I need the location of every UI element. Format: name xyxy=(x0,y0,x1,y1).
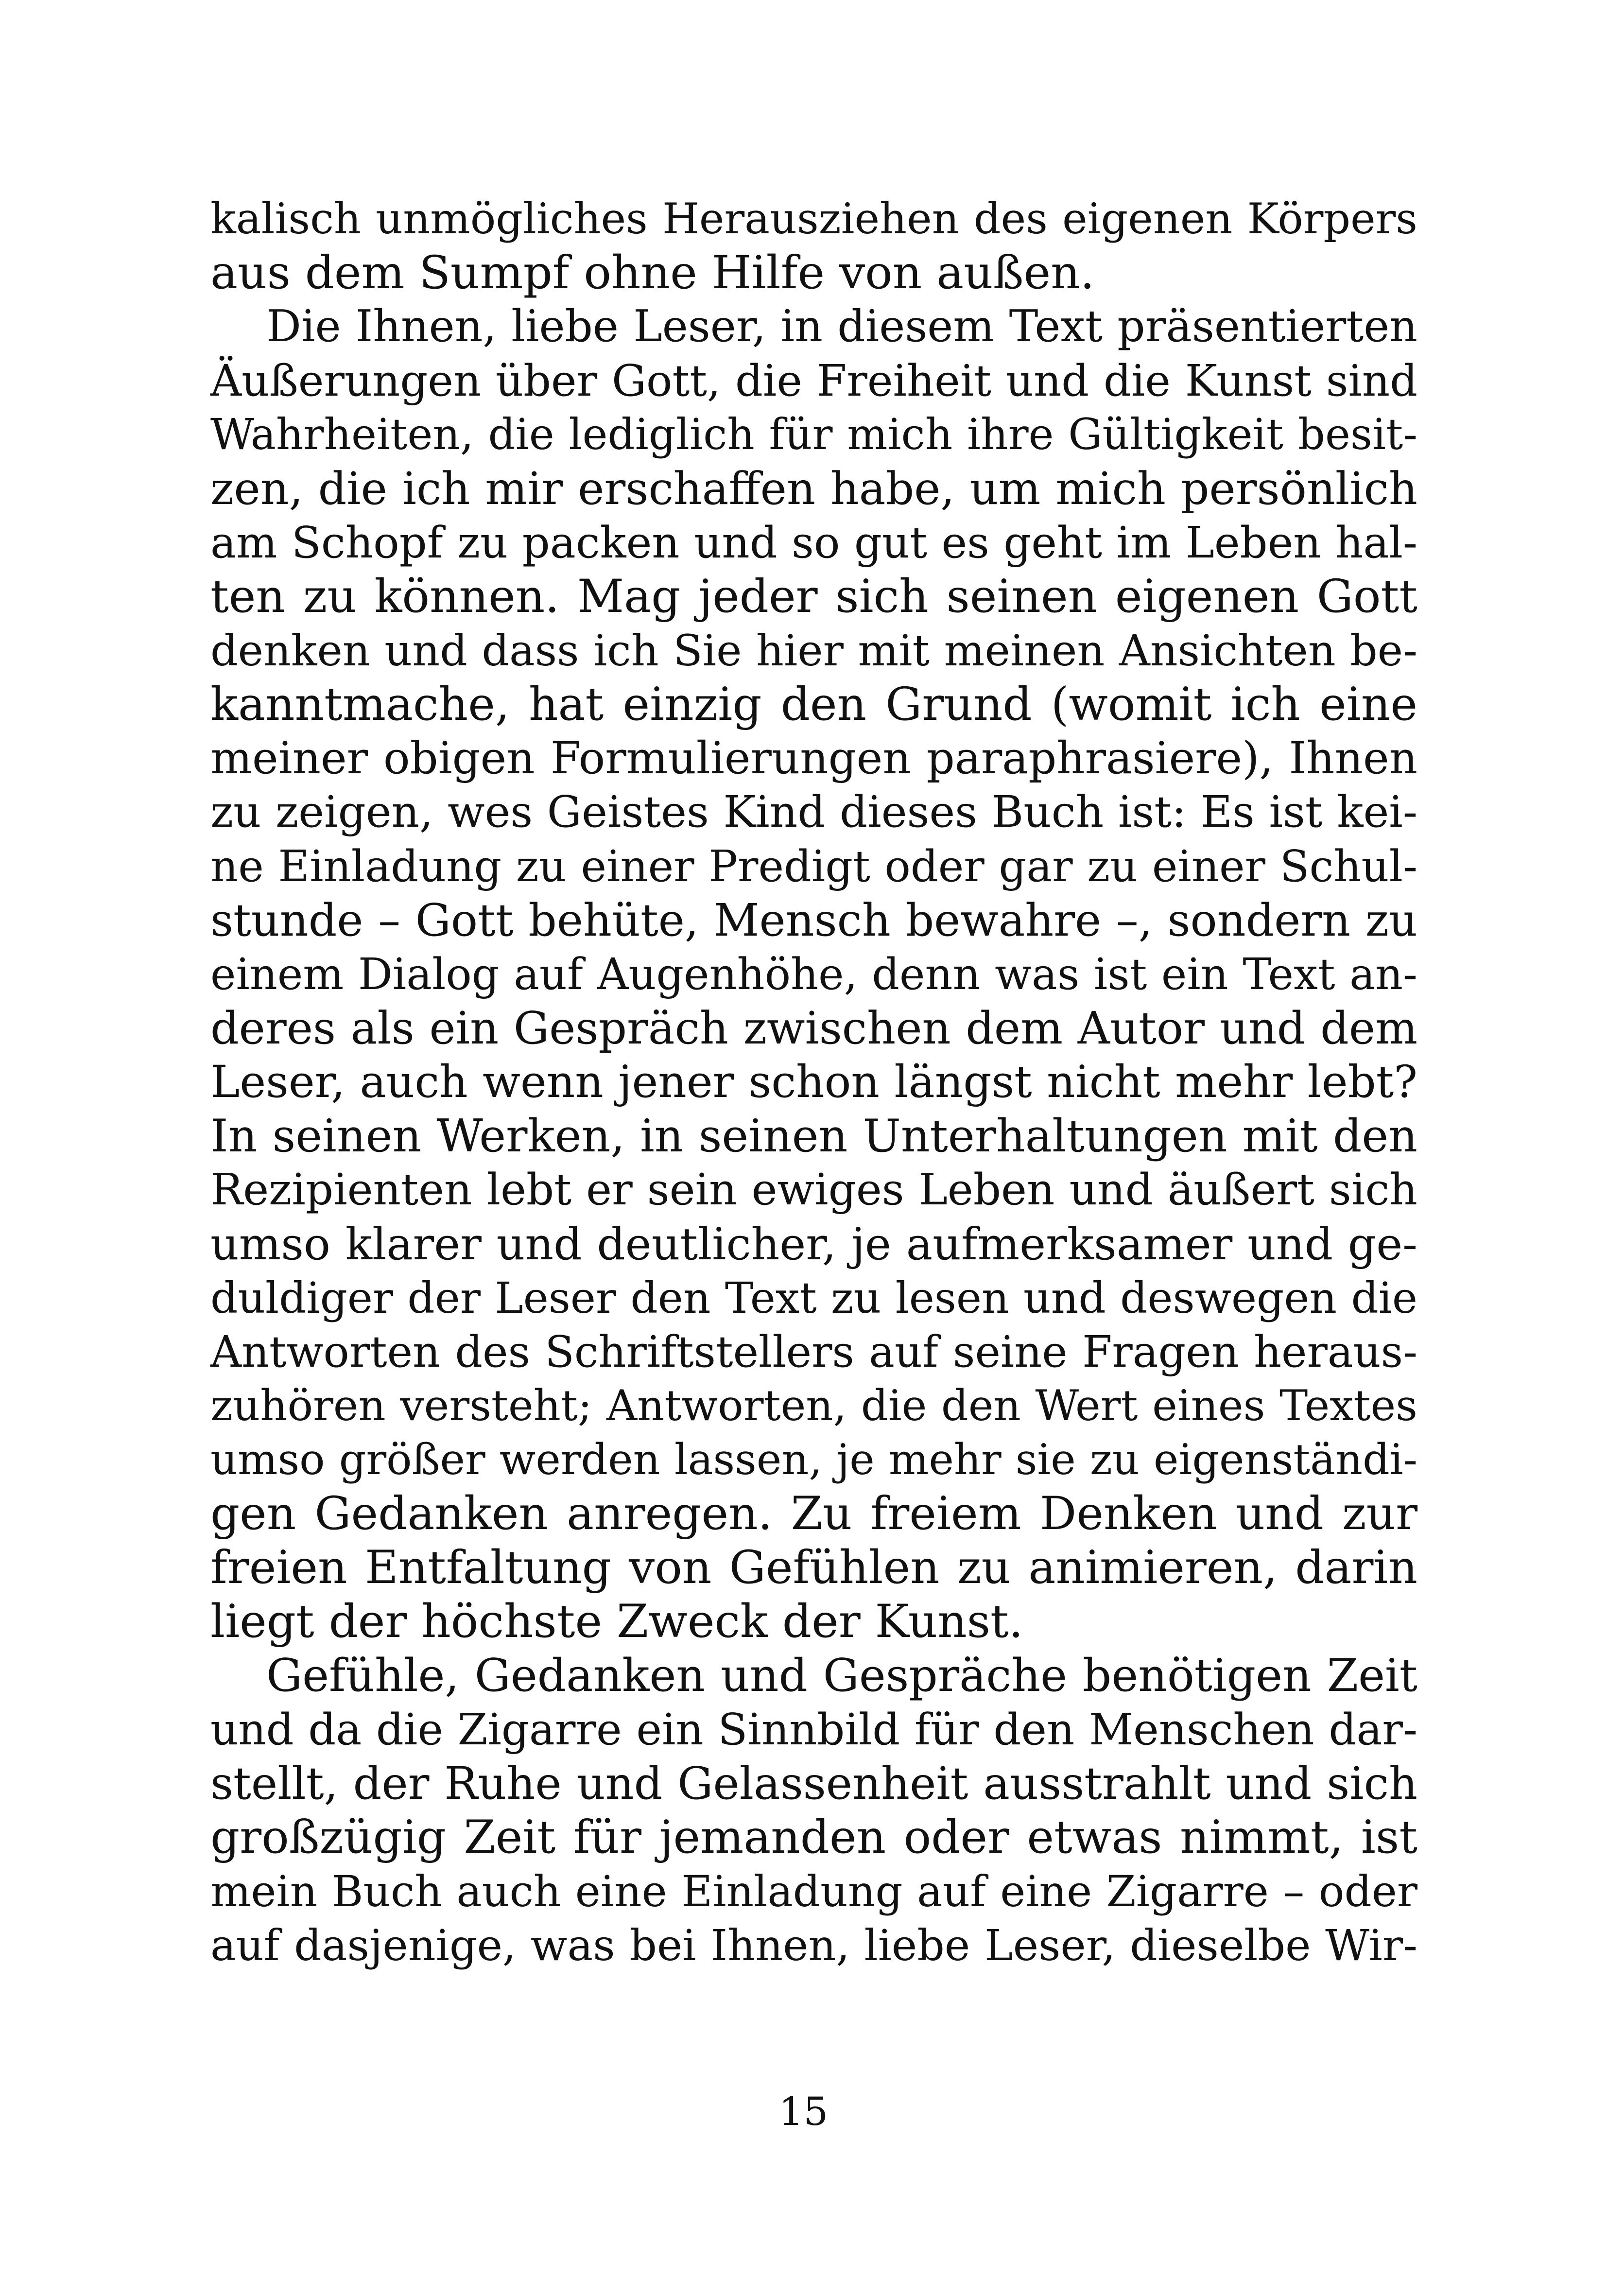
text-line: zen, die ich mir erschaffen habe, um mich persönlich xyxy=(210,463,1417,515)
text-line: Äußerungen über Gott, die Freiheit und die Kunst sind xyxy=(210,355,1417,406)
text-line: zu zeigen, wes Geistes Kind dieses Buch ist: Es ist kei- xyxy=(210,787,1417,837)
text-line: einem Dialog auf Augenhöhe, denn was ist ein Text an- xyxy=(210,949,1417,999)
text-line: umso klarer und deutlicher, je aufmerksamer und ge- xyxy=(210,1218,1417,1270)
text-line: mein Buch auch eine Einladung auf eine Zigarre – oder xyxy=(210,1866,1417,1916)
text-line: In seinen Werken, in seinen Unterhaltungen mit den xyxy=(210,1110,1417,1162)
text-line: Antworten des Schriftstellers auf seine Fragen heraus- xyxy=(210,1327,1417,1377)
text-line: Wahrheiten, die lediglich für mich ihre Gültigkeit besit- xyxy=(210,410,1417,459)
text-line: Die Ihnen, liebe Leser, in diesem Text präsentierten xyxy=(266,301,1417,352)
text-line: ne Einladung zu einer Predigt oder gar zu einer Schul- xyxy=(210,841,1417,891)
text-line: ten zu können. Mag jeder sich seinen eigenen Gott xyxy=(210,570,1417,623)
text-line: am Schopf zu packen und so gut es geht im Leben hal- xyxy=(210,517,1417,568)
text-line: meiner obigen Formulierungen paraphrasiere), Ihnen xyxy=(210,733,1417,784)
text-line: großzügig Zeit für jemanden oder etwas nimmt, ist xyxy=(210,1811,1417,1864)
body-text xyxy=(210,192,1417,1972)
page-number: 15 xyxy=(778,2089,829,2134)
text-line: denken und dass ich Sie hier mit meinen Ansichten be- xyxy=(210,626,1417,676)
text-line: umso größer werden lassen, je mehr sie zu eigenständi- xyxy=(210,1435,1417,1484)
text-line: Leser, auch wenn jener schon längst nicht mehr lebt? xyxy=(210,1057,1417,1108)
text-line: liegt der höchste Zweck der Kunst. xyxy=(210,1595,1023,1648)
text-line: kalisch unmögliches Herausziehen des eigenen Körpers xyxy=(210,194,1417,244)
text-line: gen Gedanken anregen. Zu freiem Denken und zur xyxy=(210,1487,1417,1540)
text-line: duldiger der Leser den Text zu lesen und deswegen die xyxy=(210,1273,1417,1323)
text-line: auf dasjenige, was bei Ihnen, liebe Leser, dieselbe Wir- xyxy=(210,1920,1417,1970)
text-line: freien Entfaltung von Gefühlen zu animieren, darin xyxy=(210,1541,1417,1594)
text-line: aus dem Sumpf ohne Hilfe von außen. xyxy=(210,246,1095,299)
text-line: Rezipienten lebt er sein ewiges Leben und äußert sich xyxy=(210,1165,1417,1215)
text-line: zuhören versteht; Antworten, die den Wert eines Textes xyxy=(210,1381,1417,1430)
text-line: Gefühle, Gedanken und Gespräche benötigen Zeit xyxy=(266,1649,1417,1702)
text-line: deres als ein Gespräch zwischen dem Autor und dem xyxy=(210,1002,1417,1054)
text-line: kanntmache, hat einzig den Grund (womit ich eine xyxy=(210,678,1417,731)
text-line: und da die Zigarre ein Sinnbild für den Menschen dar- xyxy=(210,1704,1417,1755)
text-line: stunde – Gott behüte, Mensch bewahre –, sondern zu xyxy=(210,894,1417,946)
text-line: stellt, der Ruhe und Gelassenheit ausstrahlt und sich xyxy=(210,1757,1417,1809)
